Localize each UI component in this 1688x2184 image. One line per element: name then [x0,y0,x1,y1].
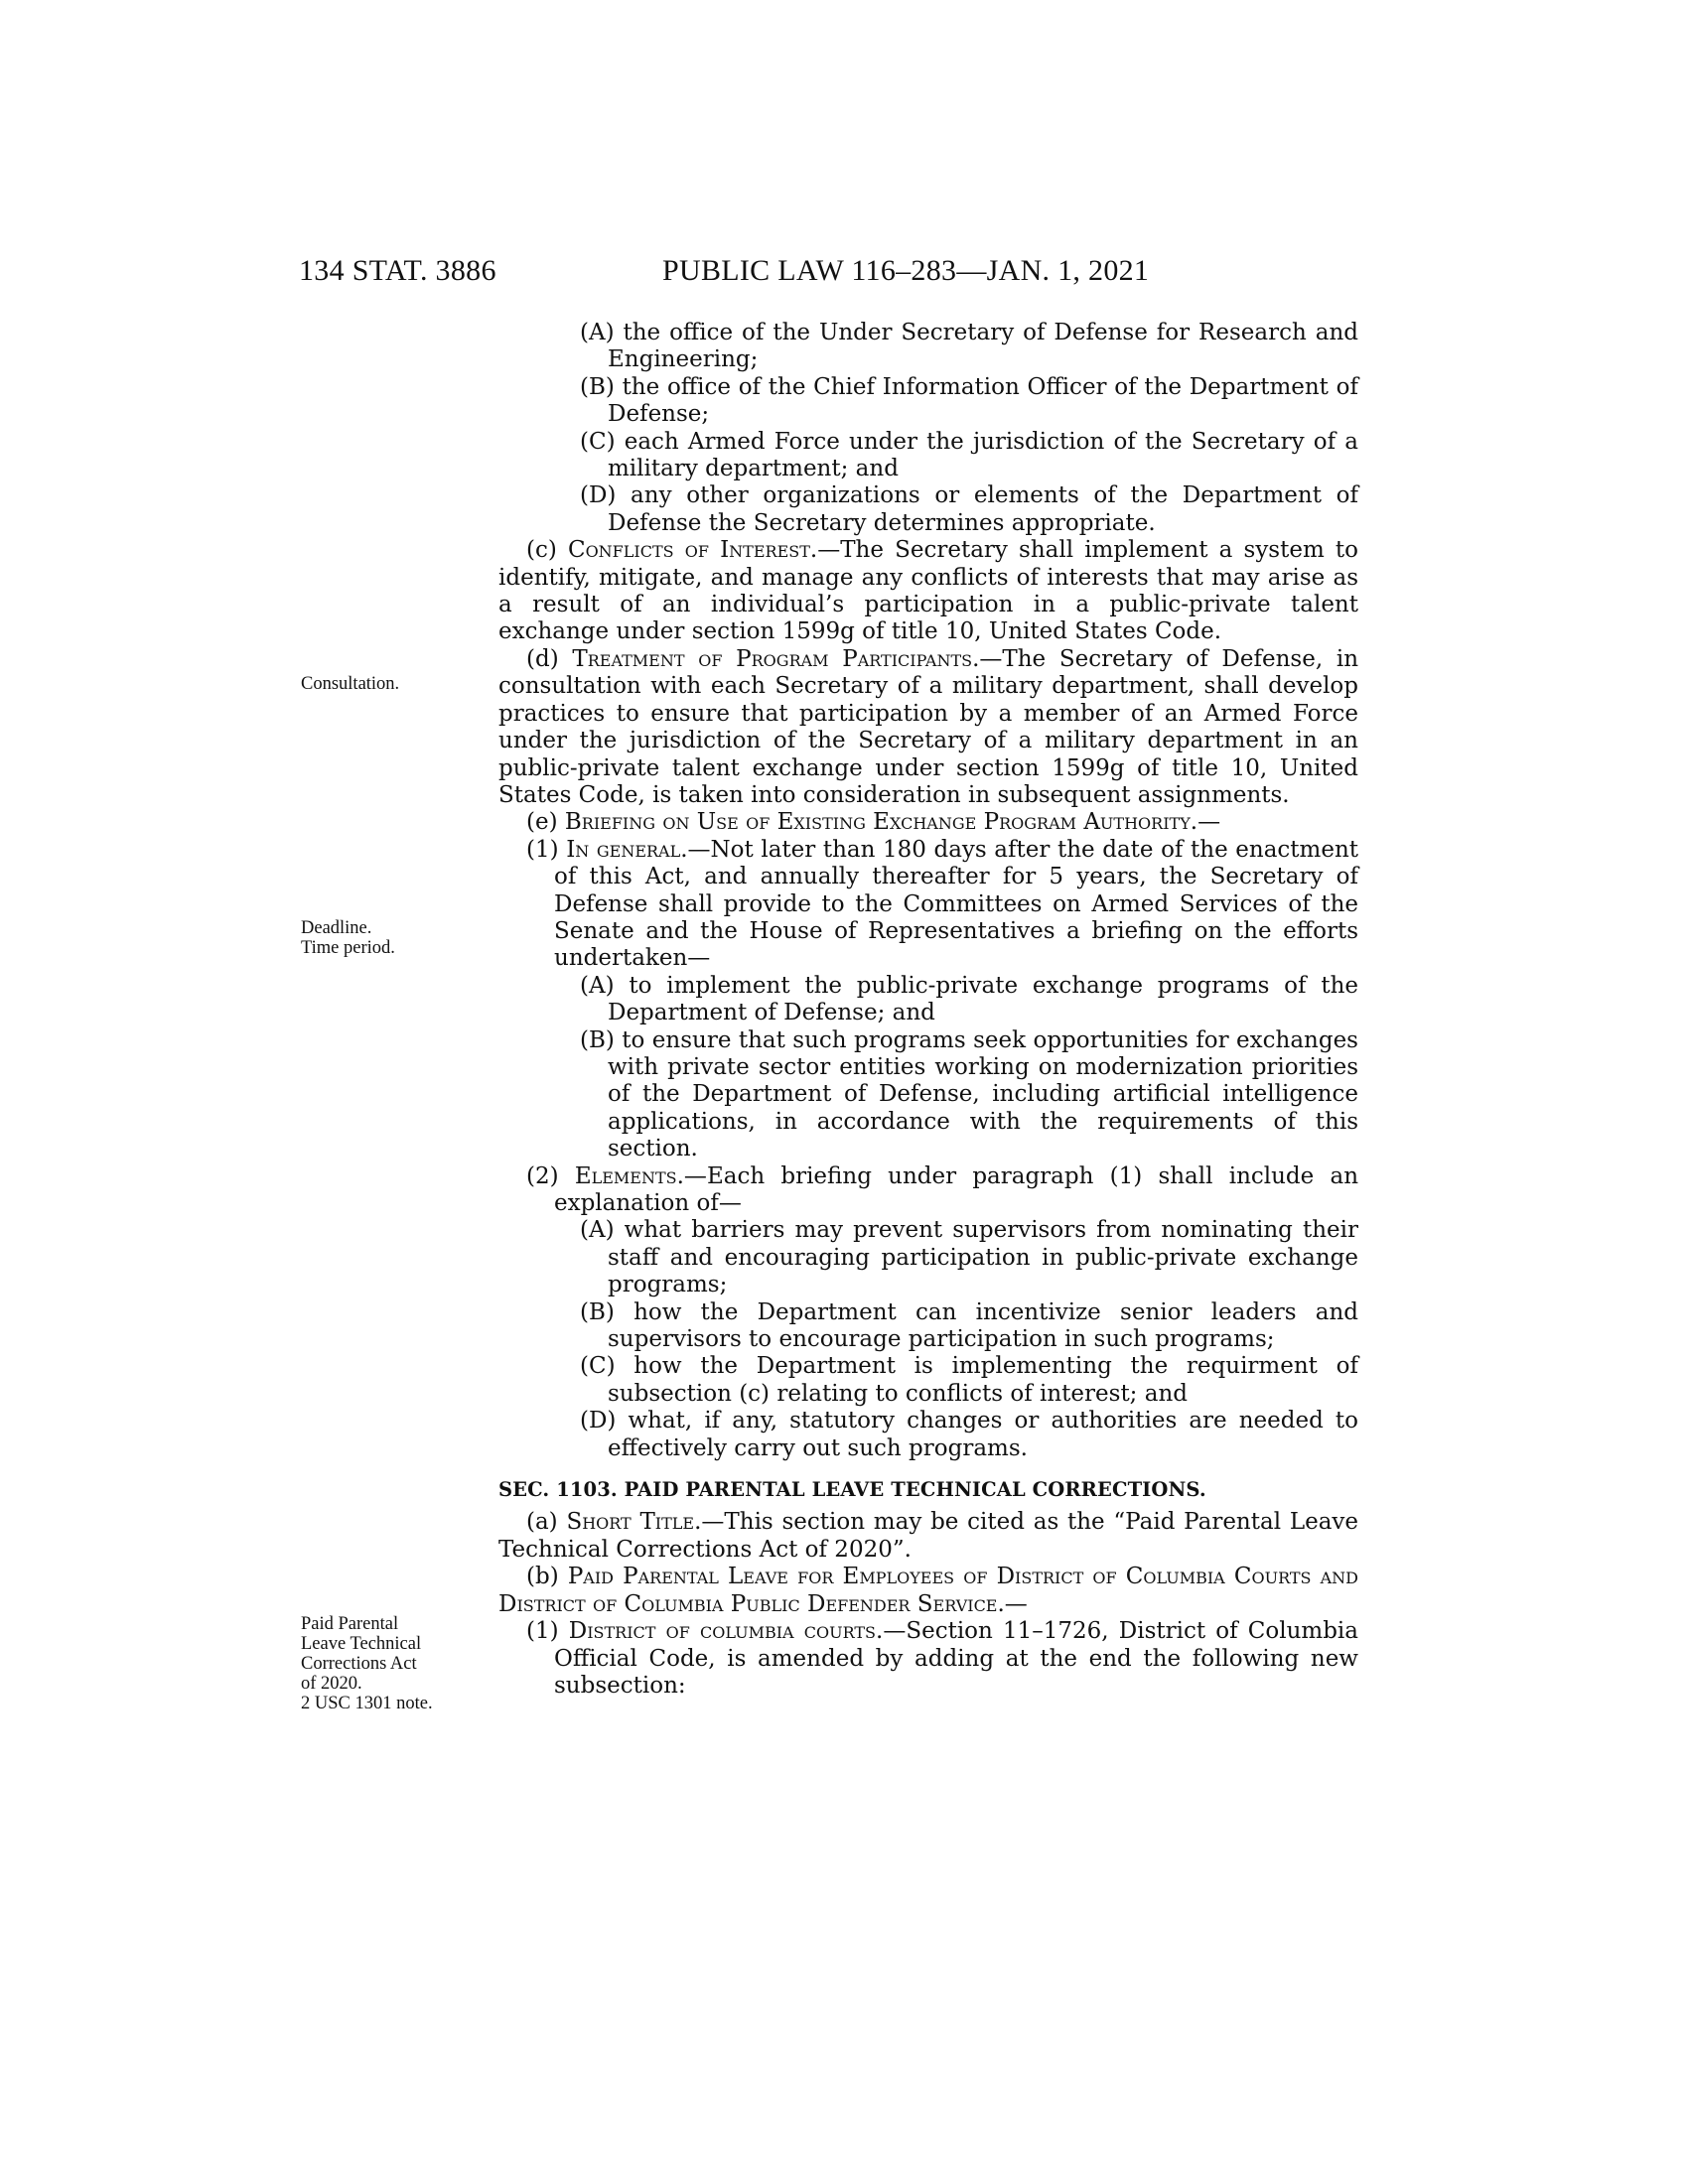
section-1103-a-number: (a) [526,1509,558,1536]
subsection-e: (e) Briefing on Use of Existing Exchange Program Authority.— [526,809,1221,836]
subsection-c-heading: Conflicts of Interest [567,537,810,564]
page-header [299,254,1359,294]
clause-b-A: (A) the office of the Under Secretary of Defense for Research and Engineering; [580,320,1358,373]
margin-note-consultation: Consultation. [301,674,400,694]
section-1103-b-1-number: (1) [526,1618,559,1645]
subsection-e-number: (e) [526,809,558,836]
clause-e-2-D: (D) what, if any, statutory changes or authorities are needed to effectively carry out such programs. [580,1408,1358,1461]
section-1103-b-1: (1) District of columbia courts.—Section 11–1726, District of Columbia Official Code, is amended by adding at the end the following new subsection: [526,1618,1358,1699]
margin-note-deadline: Deadline. Time period. [301,918,395,958]
paragraph-e-1-number: (1) [526,836,559,863]
paragraph-e-2-heading: Elements [574,1162,677,1189]
statute-text [498,320,1358,1700]
clause-b-C: (C) each Armed Force under the jurisdiction of the Secretary of a military department; and [580,428,1358,482]
paragraph-e-2: (2) Elements.—Each briefing under paragraph (1) shall include an explanation of— [526,1162,1359,1216]
clause-e-1-A: (A) to implement the public-private exchange programs of the Department of Defense; and [580,972,1358,1026]
clause-e-2-B: (B) how the Department can incentivize senior leaders and supervisors to encourage participation in such programs; [580,1298,1358,1353]
section-heading: SEC. 1103. PAID PARENTAL LEAVE TECHNICAL CORRECTIONS. [498,1478,1206,1502]
subsection-c-number: (c) [526,537,557,564]
section-1103-b-heading: Paid Parental Leave for Employees of District of Columbia Courts and District of Columbia Public Defender Service [498,1564,1359,1617]
clause-b-B: (B) the office of the Chief Information Officer of the Department of Defense; [580,373,1358,428]
clause-b-D: (D) any other organizations or elements of the Department of Defense the Secretary determines appropriate. [580,482,1358,536]
paragraph-e-1: (1) In general.—Not later than 180 days after the date of the enactment of this Act, and annually thereafter for 5 years, the Secretary of Defense shall provide to the Committees on Armed Services of the Senate and the House of Representatives a briefing on the efforts undertaken— [526,836,1359,972]
subsection-e-heading: Briefing on Use of Existing Exchange Program Authority [564,809,1191,836]
subsection-d-text: The Secretary of Defense, in consultation with each Secretary of a military department, shall develop practices to ensure that participation by a member of an Armed Force under the jurisdiction of the Secretary of a military department in an public-private talent exchange under section 1599g of title 10, United States Code, is taken into consideration in subsequent assignments. [498,645,1359,808]
section-1103-b: (b) Paid Parental Leave for Employees of District of Columbia Courts and District of Columbia Public Defender Service.— [498,1564,1359,1617]
subsection-d: (d) Treatment of Program Participants.—The Secretary of Defense, in consultation with each Secretary of a military department, shall develop practices to ensure that participation by a member of an Armed Force under the jurisdiction of the Secretary of a military department in an public-private talent exchange under section 1599g of title 10, United States Code, is taken into consideration in subsequent assignments. [498,645,1359,808]
margin-note-act: Paid Parental Leave Technical Corrections Act of 2020. 2 USC 1301 note. [301,1614,433,1713]
clause-e-1-B: (B) to ensure that such programs seek opportunities for exchanges with private sector entities working on modernization priorities of the Department of Defense, including artificial intelligence applications, in accordance with the requirements of this section. [580,1026,1358,1162]
paragraph-e-2-number: (2) [526,1162,559,1189]
paragraph-e-2-text: Each briefing under paragraph (1) shall include an explanation of— [554,1162,1359,1216]
section-1103-b-number: (b) [526,1564,559,1590]
paragraph-e-1-text: Not later than 180 days after the date of the enactment of this Act, and annually thereafter for 5 years, the Secretary of Defense shall provide to the Committees on Armed Services of the Senate and the House of Representatives a briefing on the efforts undertaken— [554,836,1359,972]
section-1103-a-text: This section may be cited as the “Paid Parental Leave Technical Corrections Act of 2020”. [498,1509,1359,1563]
clause-e-2-C: (C) how the Department is implementing the requirment of subsection (c) relating to conflicts of interest; and [580,1353,1358,1407]
clause-e-2-A: (A) what barriers may prevent supervisors from nominating their staff and encouraging participation in public-private exchange programs; [580,1217,1358,1298]
section-1103-b-1-text: Section 11–1726, District of Columbia Official Code, is amended by adding at the end the following new subsection: [554,1618,1358,1699]
section-1103-a-heading: Short Title [566,1509,695,1536]
paragraph-e-1-heading: In general [566,836,681,863]
subsection-d-number: (d) [526,645,559,672]
public-law-title: PUBLIC LAW 116–283—JAN. 1, 2021 [662,254,1150,287]
statute-citation: 134 STAT. 3886 [299,254,496,287]
section-1103-b-1-heading: District of columbia courts [568,1618,877,1645]
subsection-c-text: The Secretary shall implement a system to identify, mitigate, and manage any conflicts of interests that may arise as a result of an individual’s participation in a public-private talent exchange under section 1599g of title 10, United States Code. [498,537,1358,645]
subsection-d-heading: Treatment of Program Participants [572,645,973,672]
section-1103-a: (a) Short Title.—This section may be cited as the “Paid Parental Leave Technical Corrections Act of 2020”. [498,1509,1359,1563]
subsection-c: (c) Conflicts of Interest.—The Secretary shall implement a system to identify, mitigate, and manage any conflicts of interests that may arise as a result of an individual’s participation in a public-private talent exchange under section 1599g of title 10, United States Code. [498,537,1358,645]
